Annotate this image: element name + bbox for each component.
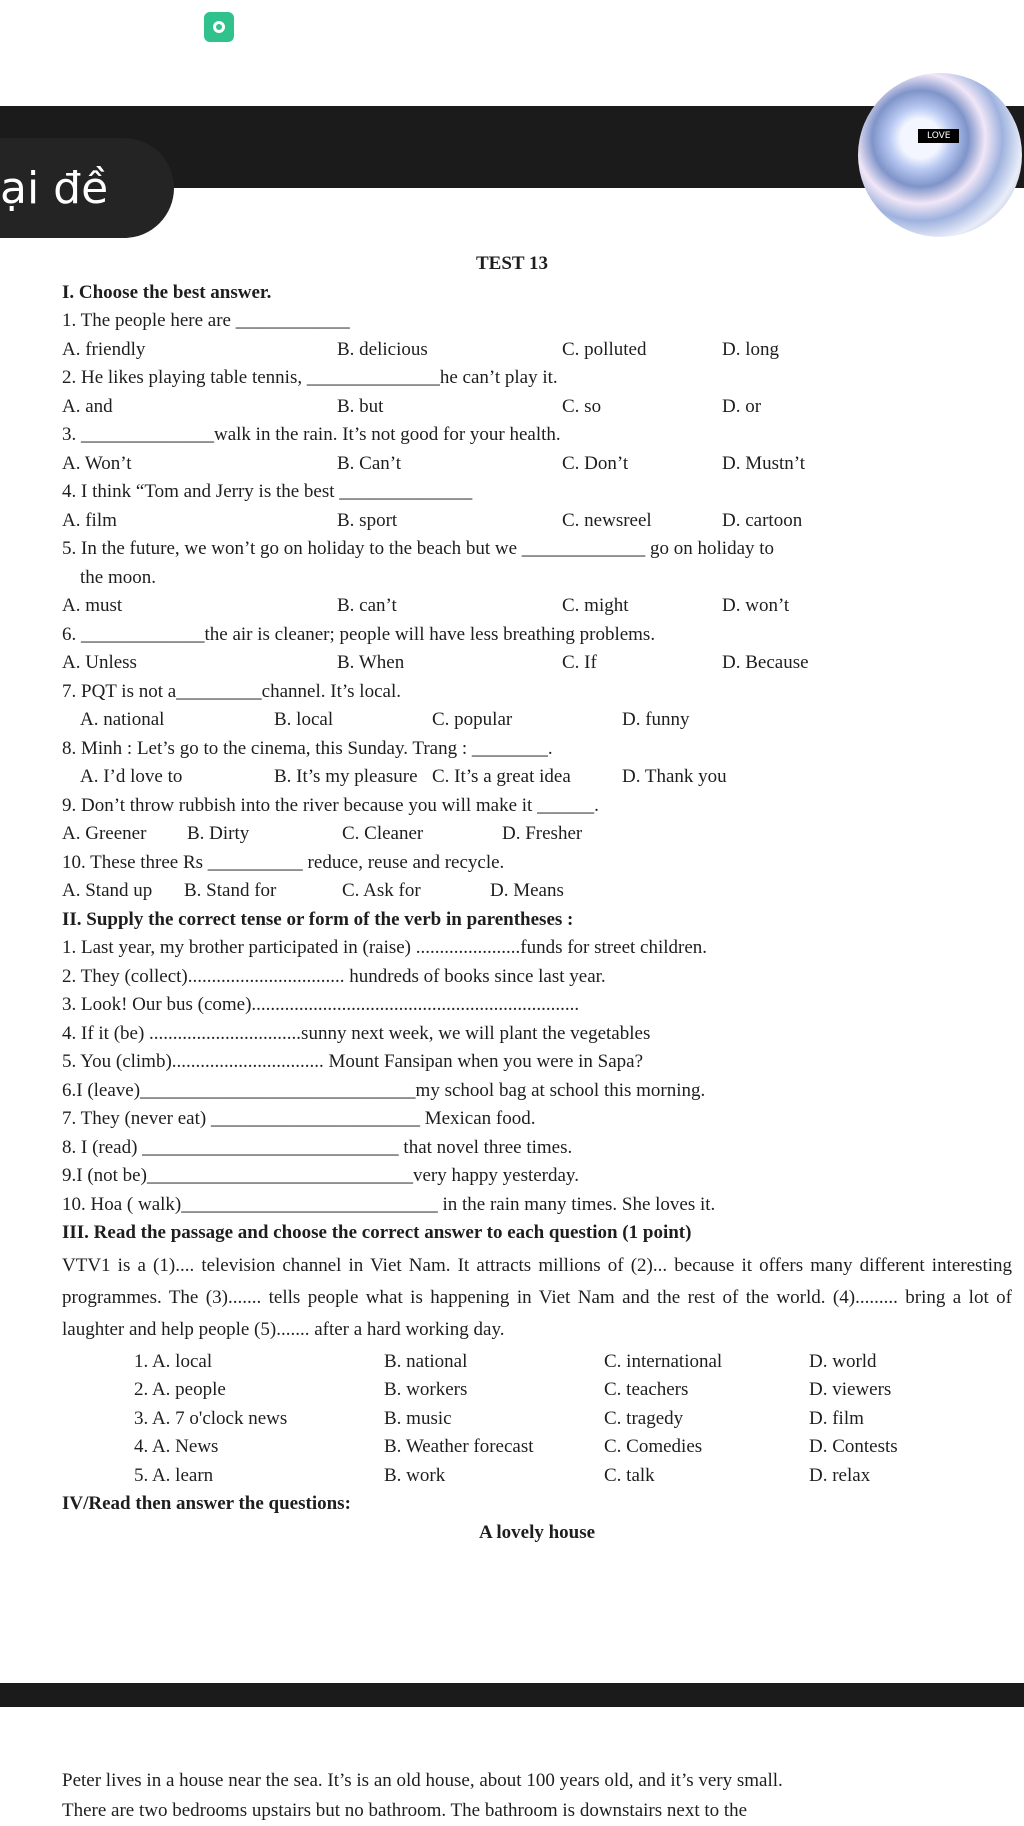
verb-exercise-item: 5. You (climb)................................ Mount Fansipan when you were in Sapa?	[62, 1051, 644, 1072]
question-text-cont: the moon.	[80, 566, 156, 588]
section3-questions	[62, 1348, 1012, 1491]
options-row	[62, 763, 1012, 792]
answer-option[interactable]: B. delicious	[337, 338, 428, 360]
answer-option[interactable]: B. music	[384, 1407, 452, 1429]
answer-option[interactable]: A. Stand up	[62, 880, 153, 901]
passage-line: There are two bedrooms upstairs but no bathroom. The bathroom is downstairs next to the	[62, 1800, 748, 1821]
options-row	[62, 336, 1012, 365]
answer-option[interactable]: C. teachers	[604, 1379, 689, 1400]
answer-option[interactable]: C. international	[604, 1350, 723, 1372]
options-row	[62, 1376, 1012, 1405]
options-row	[62, 393, 1012, 422]
section1-questions	[62, 307, 1012, 906]
passage-line: Peter lives in a house near the sea. It’s is an old house, about 100 years old, and it’s very small.	[62, 1770, 783, 1791]
answer-option[interactable]: C. Don’t	[562, 452, 629, 474]
answer-option[interactable]: A. national	[80, 709, 165, 730]
worksheet	[62, 250, 1012, 1547]
answer-option[interactable]: B. When	[337, 652, 405, 673]
answer-option[interactable]: 1. A. local	[134, 1350, 213, 1372]
section3-passage: VTV1 is a (1).... television channel in Viet Nam. It attracts millions of (2)... because it offers many different interesting programmes. The (3)....... tells people what is happening in Viet Nam and the rest of the world. (4)......... bring a lot of laughter and help people (5)....... after a hard working day.	[62, 1254, 1012, 1340]
answer-option[interactable]: C. Comedies	[604, 1436, 703, 1457]
answer-option[interactable]: C. so	[562, 395, 602, 417]
options-row	[62, 450, 1012, 479]
question-text: 9. Don’t throw rubbish into the river because you will make it ______.	[62, 794, 599, 816]
answer-option[interactable]: 2. A. people	[134, 1379, 226, 1400]
section1-heading: I. Choose the best answer.	[62, 281, 272, 303]
answer-option[interactable]: A. Greener	[62, 823, 147, 844]
verb-exercise-item: 4. If it (be) ................................sunny next week, we will plant the vegetables	[62, 1022, 651, 1044]
answer-option[interactable]: D. won’t	[722, 595, 790, 616]
answer-option[interactable]: B. work	[384, 1464, 446, 1486]
answer-option[interactable]: D. world	[809, 1350, 877, 1372]
section3-heading: III. Read the passage and choose the correct answer to each question (1 point)	[62, 1222, 692, 1243]
answer-option[interactable]: B. national	[384, 1350, 468, 1372]
options-row	[62, 877, 1012, 906]
answer-option[interactable]: A. film	[62, 509, 117, 531]
answer-option[interactable]: D. viewers	[809, 1379, 892, 1400]
answer-option[interactable]: C. It’s a great idea	[432, 766, 571, 787]
app-icon[interactable]	[204, 12, 234, 42]
verb-exercise-item: 6.I (leave)_____________________________my school bag at school this morning.	[62, 1079, 706, 1101]
answer-option[interactable]: B. Dirty	[187, 823, 250, 844]
chat-bubble-icon	[213, 21, 225, 33]
answer-option[interactable]: A. and	[62, 395, 113, 417]
title-fragment: ại đề	[0, 162, 109, 214]
answer-option[interactable]: B. but	[337, 395, 384, 417]
section4-heading: IV/Read then answer the questions:	[62, 1493, 351, 1514]
answer-option[interactable]: D. Means	[490, 880, 564, 901]
answer-option[interactable]: D. long	[722, 338, 779, 360]
answer-option[interactable]: B. Weather forecast	[384, 1436, 534, 1457]
answer-option[interactable]: D. Thank you	[622, 766, 727, 787]
answer-option[interactable]: D. cartoon	[722, 509, 803, 531]
bottom-overlay-bar	[0, 1683, 1024, 1707]
verb-exercise-item: 10. Hoa ( walk)___________________________ in the rain many times. She loves it.	[62, 1193, 716, 1215]
answer-option[interactable]: 4. A. News	[134, 1436, 219, 1457]
verb-exercise-item: 1. Last year, my brother participated in (raise) ......................funds for street children.	[62, 937, 708, 958]
answer-option[interactable]: C. popular	[432, 709, 513, 730]
options-row	[62, 592, 1012, 621]
passage-text	[62, 1766, 1012, 1826]
verb-exercise-item: 3. Look! Our bus (come).....................................................................	[62, 994, 580, 1015]
question-text: 5. In the future, we won’t go on holiday to the beach but we _____________ go on holiday to	[62, 538, 775, 559]
verb-exercise-item: 8. I (read) ___________________________ that novel three times.	[62, 1136, 573, 1158]
answer-option[interactable]: B. Stand for	[184, 880, 277, 901]
answer-option[interactable]: A. Unless	[62, 652, 137, 673]
title-pill	[0, 138, 174, 238]
question-text: 1. The people here are ____________	[62, 310, 350, 331]
question-text: 2. He likes playing table tennis, ______________he can’t play it.	[62, 367, 558, 388]
verb-exercise-item: 7. They (never eat) ______________________ Mexican food.	[62, 1108, 536, 1129]
answer-option[interactable]: D. Because	[722, 652, 809, 673]
answer-option[interactable]: D. film	[809, 1407, 864, 1429]
options-row	[62, 1348, 1012, 1377]
answer-option[interactable]: D. Fresher	[502, 823, 583, 844]
answer-option[interactable]: C. Ask for	[342, 880, 421, 901]
options-row	[62, 1433, 1012, 1462]
answer-option[interactable]: C. newsreel	[562, 509, 652, 531]
answer-option[interactable]: C. might	[562, 595, 629, 616]
answer-option[interactable]: C. If	[562, 652, 597, 673]
answer-option[interactable]: B. It’s my pleasure	[274, 766, 418, 787]
answer-option[interactable]: B. workers	[384, 1379, 468, 1400]
avatar-tag: LOVE	[918, 129, 959, 143]
answer-option[interactable]: B. can’t	[337, 595, 397, 616]
answer-option[interactable]: 5. A. learn	[134, 1464, 214, 1486]
options-row	[62, 1462, 1012, 1491]
answer-option[interactable]: C. Cleaner	[342, 823, 424, 844]
answer-option[interactable]: 3. A. 7 o'clock news	[134, 1407, 288, 1429]
passage-title: A lovely house	[478, 1521, 596, 1543]
question-text: 10. These three Rs __________ reduce, reuse and recycle.	[62, 851, 505, 873]
answer-option[interactable]: D. relax	[809, 1464, 871, 1486]
answer-option[interactable]: B. Can’t	[337, 452, 402, 474]
question-text: 7. PQT is not a_________channel. It’s local.	[62, 680, 401, 702]
answer-option[interactable]: A. must	[62, 595, 123, 616]
answer-option[interactable]: D. funny	[622, 709, 690, 730]
section2-heading: II. Supply the correct tense or form of the verb in parentheses :	[62, 908, 574, 930]
answer-option[interactable]: D. Mustn’t	[722, 452, 806, 474]
section2-items	[62, 934, 1012, 1219]
test-title: TEST 13	[476, 253, 548, 274]
question-text: 6. _____________the air is cleaner; people will have less breathing problems.	[62, 623, 656, 645]
answer-option[interactable]: A. I’d love to	[80, 766, 183, 787]
avatar[interactable]	[858, 73, 1022, 237]
answer-option[interactable]: A. Won’t	[62, 452, 132, 474]
question-text: 4. I think “Tom and Jerry is the best ______________	[62, 481, 473, 502]
options-row	[62, 507, 1012, 536]
question-text: 8. Minh : Let’s go to the cinema, this Sunday. Trang : ________.	[62, 737, 553, 759]
options-row	[62, 706, 1012, 735]
answer-option[interactable]: D. or	[722, 395, 762, 417]
options-row	[62, 649, 1012, 678]
answer-option[interactable]: B. local	[274, 709, 334, 730]
answer-option[interactable]: B. sport	[337, 509, 398, 531]
verb-exercise-item: 2. They (collect)................................. hundreds of books since last year.	[62, 965, 606, 987]
options-row	[62, 820, 1012, 849]
verb-exercise-item: 9.I (not be)____________________________very happy yesterday.	[62, 1165, 579, 1186]
answer-option[interactable]: D. Contests	[809, 1436, 898, 1457]
answer-option[interactable]: C. polluted	[562, 338, 647, 360]
answer-option[interactable]: A. friendly	[62, 338, 146, 360]
answer-option[interactable]: C. tragedy	[604, 1407, 684, 1429]
options-row	[62, 1405, 1012, 1434]
question-text: 3. ______________walk in the rain. It’s not good for your health.	[62, 424, 561, 445]
answer-option[interactable]: C. talk	[604, 1464, 655, 1486]
